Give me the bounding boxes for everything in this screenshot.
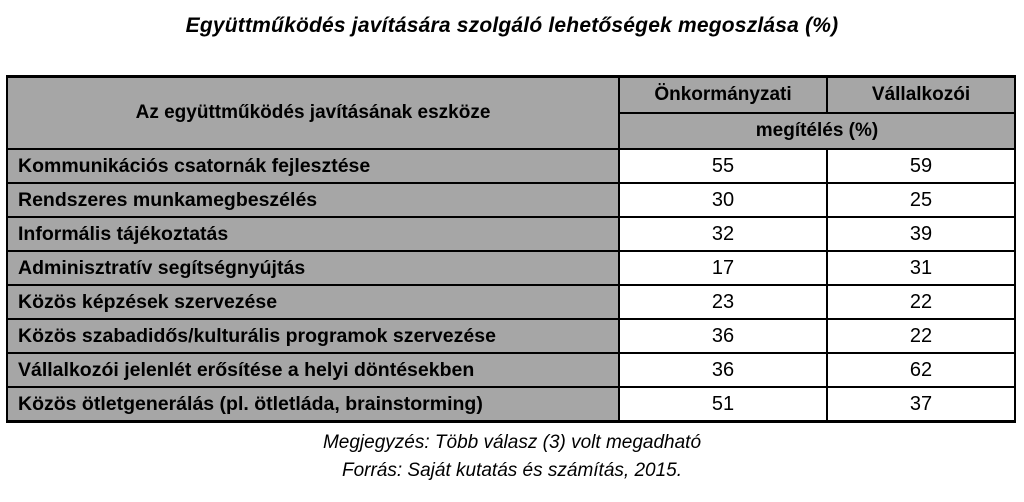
cell-vallalkozoi: 39 (827, 217, 1015, 251)
cell-onkormanyzati: 36 (619, 353, 827, 387)
cell-vallalkozoi: 62 (827, 353, 1015, 387)
cell-onkormanyzati: 30 (619, 183, 827, 217)
table-row (7, 319, 1015, 353)
cell-vallalkozoi: 22 (827, 319, 1015, 353)
header-col-vallalkozoi: Vállalkozói (827, 77, 1015, 114)
row-label: Informális tájékoztatás (7, 217, 619, 251)
table-row (7, 149, 1015, 183)
table-row (7, 387, 1015, 422)
cell-vallalkozoi: 31 (827, 251, 1015, 285)
row-label: Rendszeres munkamegbeszélés (7, 183, 619, 217)
table-note: Megjegyzés: Több válasz (3) volt megadható (322, 432, 702, 453)
cell-onkormanyzati: 23 (619, 285, 827, 319)
table-row (7, 285, 1015, 319)
cell-vallalkozoi: 25 (827, 183, 1015, 217)
table-source: Forrás: Saját kutatás és számítás, 2015. (341, 460, 683, 481)
table-row (7, 251, 1015, 285)
row-label: Kommunikációs csatornák fejlesztése (7, 149, 619, 183)
cell-onkormanyzati: 36 (619, 319, 827, 353)
table-row (7, 353, 1015, 387)
cell-vallalkozoi: 22 (827, 285, 1015, 319)
table-title: Együttműködés javítására szolgáló lehetőségek megoszlása (%) (185, 14, 839, 37)
header-row (7, 77, 1015, 114)
header-subheader: megítélés (%) (619, 113, 1015, 149)
cell-onkormanyzati: 55 (619, 149, 827, 183)
cell-onkormanyzati: 17 (619, 251, 827, 285)
row-label: Közös szabadidős/kulturális programok szervezése (7, 319, 619, 353)
cell-vallalkozoi: 37 (827, 387, 1015, 422)
table-row (7, 217, 1015, 251)
row-label: Vállalkozói jelenlét erősítése a helyi döntésekben (7, 353, 619, 387)
cell-onkormanyzati: 32 (619, 217, 827, 251)
header-row-label: Az együttműködés javításának eszköze (7, 77, 619, 150)
header-col-onkormanyzati: Önkormányzati (619, 77, 827, 114)
data-table (6, 75, 1016, 423)
row-label: Közös ötletgenerálás (pl. ötletláda, brainstorming) (7, 387, 619, 422)
table-body (7, 149, 1015, 422)
table-row (7, 183, 1015, 217)
row-label: Közös képzések szervezése (7, 285, 619, 319)
cell-onkormanyzati: 51 (619, 387, 827, 422)
cell-vallalkozoi: 59 (827, 149, 1015, 183)
row-label: Adminisztratív segítségnyújtás (7, 251, 619, 285)
